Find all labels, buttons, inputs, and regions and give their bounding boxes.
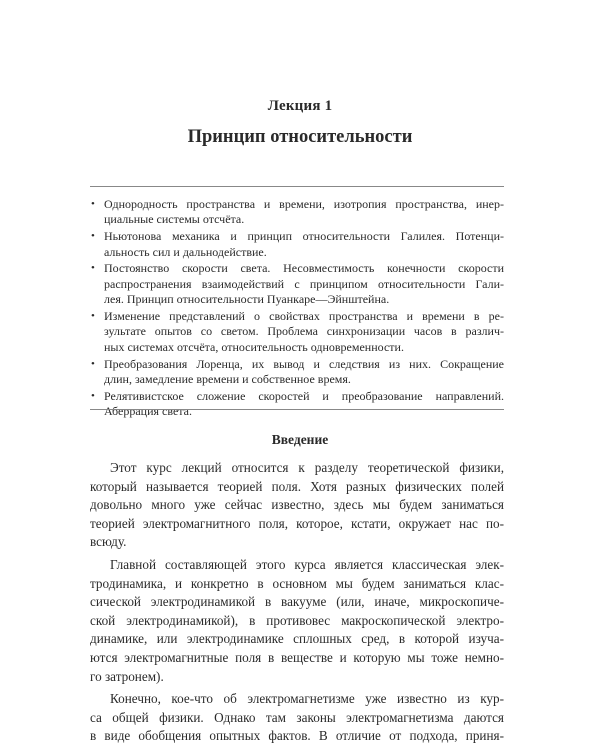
summary-item-2 xyxy=(90,229,504,260)
body-line: довольно много уже сейчас известно, здесь мы будем заниматься xyxy=(90,497,504,513)
bullet-icon: • xyxy=(91,262,95,275)
bullet-icon: • xyxy=(91,389,95,402)
summary-line: лея. Принцип относительности Пуанкаре—Эйнштейна. xyxy=(104,292,390,307)
body-line: го затронем). xyxy=(90,668,164,684)
paragraph-3 xyxy=(90,690,504,746)
summary-list xyxy=(90,197,504,421)
summary-line: Однородность пространства и времени, изотропия пространства, инер- xyxy=(104,197,504,211)
lecture-title: Принцип относительности xyxy=(187,127,413,147)
summary-bottom-rule xyxy=(90,409,504,410)
summary-line: альность сил и дальнодействие. xyxy=(104,244,267,259)
body-line: в виде обобщения опытных фактов. В отличие от подхода, приня- xyxy=(90,728,504,744)
bullet-icon: • xyxy=(91,198,95,210)
body-line: динамике, или электродинамике сплошных сред, в которой изуча- xyxy=(90,631,504,647)
body-text xyxy=(90,459,504,750)
summary-line: зультате опытов со светом. Проблема синхронизации часов в различ- xyxy=(104,324,504,339)
summary-line: циальные системы отсчёта. xyxy=(104,212,245,227)
body-line: теорией электромагнитного поля, которое, кстати, окружает нас по- xyxy=(90,515,504,531)
summary-line: длин, замедление времени и собственное время. xyxy=(104,372,351,387)
summary-line: Релятивистское сложение скоростей и преобразование направлений. xyxy=(104,388,504,403)
body-line: Главной составляющей этого курса является классическая элек- xyxy=(110,556,504,572)
summary-item-3 xyxy=(90,261,504,307)
body-line: Этот курс лекций относится к разделу теоретической физики, xyxy=(110,460,504,475)
summary-item-4 xyxy=(90,309,504,355)
body-line: ются электромагнитные поля в веществе и которую мы тоже немно- xyxy=(90,649,504,665)
bullet-icon: • xyxy=(91,310,95,323)
body-line: са общей физики. Однако там законы электромагнетизма даются xyxy=(90,709,504,725)
summary-line: ных системах отсчёта, относительность одновременности. xyxy=(104,339,404,354)
section-heading: Введение xyxy=(271,432,329,447)
paragraph-1 xyxy=(90,459,504,552)
summary-line: Постоянство скорости света. Несовместимость конечности скорости xyxy=(104,261,504,276)
body-line: всюду. xyxy=(90,534,127,550)
paragraph-2 xyxy=(90,556,504,686)
body-line: сической электродинамикой в вакууме (или, иначе, микроскопиче- xyxy=(90,594,504,610)
summary-item-6 xyxy=(90,389,504,420)
summary-line: Аберрация света. xyxy=(104,404,192,419)
summary-top-rule xyxy=(90,186,504,187)
summary-line: распространения взаимодействий с принципом относительности Гали- xyxy=(104,276,504,291)
summary-line: Ньютонова механика и принцип относительности Галилея. Потенци- xyxy=(104,229,504,244)
summary-item-5 xyxy=(90,357,504,388)
body-line: Конечно, кое-что об электромагнетизме уже известно из кур- xyxy=(110,691,504,707)
bullet-icon: • xyxy=(91,230,95,243)
body-line: ской электродинамикой), в противовес макроскопической электро- xyxy=(90,612,504,628)
body-line: тродинамика, и конкретно в основном мы будем заниматься клас- xyxy=(90,575,504,591)
summary-item-1 xyxy=(90,197,504,228)
bullet-icon: • xyxy=(91,357,95,370)
lecture-label: Лекция 1 xyxy=(267,98,333,114)
summary-line: Преобразования Лоренца, их вывод и следствия из них. Сокращение xyxy=(104,356,504,371)
body-line: который называется теорией поля. Хотя разных физических полей xyxy=(90,478,504,494)
summary-line: Изменение представлений о свойствах пространства и времени в ре- xyxy=(104,309,504,324)
